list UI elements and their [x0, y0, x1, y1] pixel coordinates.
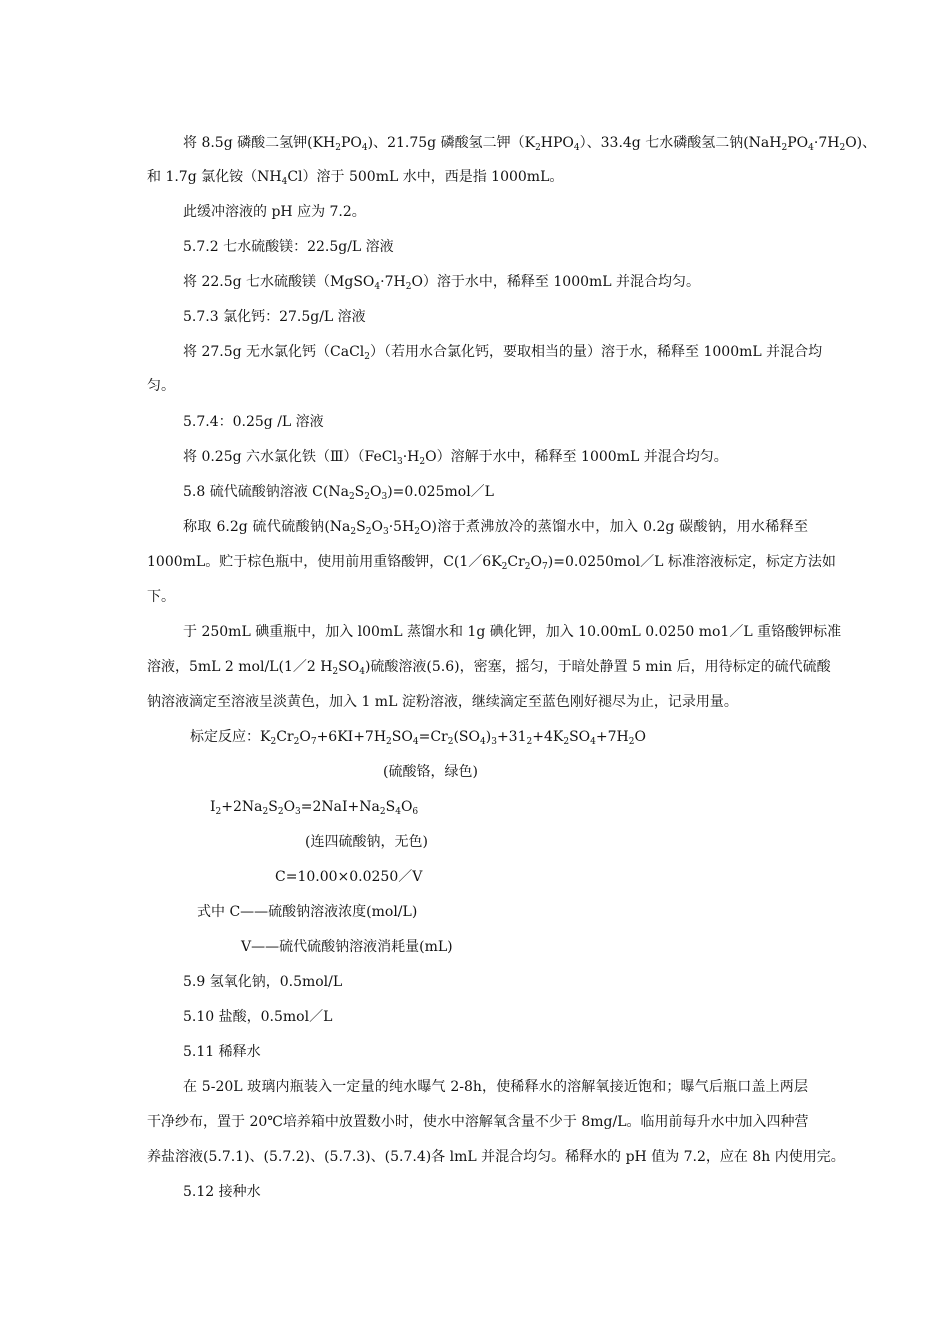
text-segment: 下。	[147, 589, 175, 605]
text-segment: SO	[569, 729, 591, 745]
text-line	[147, 168, 563, 186]
text-segment: ）、33.4g 七水磷酸氢二钠(NaH	[579, 135, 782, 151]
subscript: 2	[335, 143, 341, 153]
subscript: 2	[332, 667, 339, 677]
subscript: 2	[535, 143, 541, 153]
text-segment: ·H	[402, 449, 420, 465]
text-segment: +2Na	[221, 799, 263, 815]
text-segment: 5.8 硫代硫酸钠溶液 C(Na	[183, 484, 349, 500]
subscript: 2	[293, 737, 300, 747]
text-segment: I	[210, 799, 216, 815]
text-segment: )	[485, 729, 492, 745]
equation-note	[305, 833, 428, 851]
text-segment: 于 250mL 碘重瓶中，加入 l00mL 蒸馏水和 1g 碘化钾，加入 10.00mL 0.0250 mo1／L 重铬酸钾标准	[183, 624, 842, 640]
subscript: 3	[295, 807, 301, 817]
subscript: 2	[215, 807, 222, 817]
text-segment: O	[370, 484, 382, 500]
section-heading	[183, 1008, 332, 1026]
text-segment: O	[400, 799, 413, 815]
text-line	[183, 273, 700, 291]
text-line	[147, 377, 175, 395]
text-segment: S	[356, 519, 366, 535]
section-heading	[183, 1183, 261, 1201]
text-segment: C=10.00×0.0250／V	[275, 869, 423, 885]
text-segment: )=0.0250mol／L 标准溶液标定，标定方法如	[547, 554, 836, 570]
text-segment: ·7H	[813, 135, 840, 151]
text-line	[183, 518, 808, 536]
text-segment: 5.11 稀释水	[183, 1044, 261, 1060]
text-segment: 干净纱布，置于 20℃培养箱中放置数小时，使水中溶解氧含量不少于 8mg/L。临用前每升水中加入四种营	[147, 1114, 809, 1130]
text-segment: (连四硫酸钠，无色)	[305, 834, 428, 850]
text-segment: 5.10 盐酸，0.5mol／L	[183, 1009, 333, 1025]
text-segment: ）（若用水合氯化钙，要取相当的量）溶于水，稀释至 1000mL 并混合均	[370, 344, 823, 360]
subscript: 2	[270, 737, 277, 747]
subscript: 2	[781, 143, 788, 153]
text-segment: ·5H	[388, 519, 415, 535]
text-segment: 1000mL。贮于棕色瓶中，使用前用重铬酸钾，C(1／6K	[147, 554, 502, 570]
text-segment: 此缓冲溶液的 pH 应为 7.2。	[183, 204, 366, 220]
text-line	[183, 448, 728, 466]
text-segment: (SO	[453, 729, 480, 745]
subscript: 4	[359, 667, 365, 677]
text-segment: 标定反应：K	[190, 729, 271, 745]
text-segment: 溶液，5mL 2 mol/L(1／2 H	[147, 659, 333, 675]
text-line	[183, 203, 366, 221]
text-segment: S	[385, 799, 396, 815]
text-line	[183, 134, 877, 153]
section-heading	[183, 1043, 261, 1061]
section-heading	[183, 973, 342, 991]
text-segment: PO	[341, 135, 362, 151]
formula-legend	[241, 938, 453, 956]
text-segment: 和 1.7g 氯化铵（NH	[147, 169, 282, 185]
text-segment: )硫酸溶液(5.6)，密塞，摇匀，于暗处静置 5 min 后，用待标定的硫代硫酸	[364, 659, 831, 675]
subscript: 2	[364, 492, 370, 502]
subscript: 3	[491, 737, 497, 747]
subscript: 2	[348, 492, 355, 502]
text-segment: O)溶于煮沸放冷的蒸馏水中，加入 0.2g 碳酸钠，用水稀释至	[420, 519, 808, 535]
subscript: 2	[524, 562, 531, 572]
text-segment: +31	[496, 729, 527, 745]
subscript: 7	[542, 562, 548, 572]
subscript: 4	[361, 143, 368, 153]
text-segment: 5.9 氢氧化钠，0.5mol/L	[183, 974, 343, 990]
subscript: 2	[277, 807, 284, 817]
text-segment: 钠溶液滴定至溶液呈淡黄色，加入 1 mL 淀粉溶液，继续滴定至蓝色刚好褪尽为止，记录用量。	[147, 694, 738, 710]
text-segment: O	[299, 729, 311, 745]
text-segment: )、21.75g 磷酸氢二钾（K	[367, 135, 536, 151]
text-line	[147, 658, 831, 677]
equation-line	[210, 798, 418, 816]
text-segment: 将 8.5g 磷酸二氢钾(KH	[183, 135, 336, 151]
subscript: 4	[281, 177, 288, 187]
text-segment: Cl）溶于 500mL 水中，西是指 1000mL。	[287, 169, 564, 185]
text-segment: O	[283, 799, 296, 815]
subscript: 2	[262, 807, 269, 817]
text-segment: O）溶解于水中，稀释至 1000mL 并混合均匀。	[425, 449, 728, 465]
subscript: 4	[573, 143, 580, 153]
subscript: 6	[412, 807, 419, 817]
subscript: 2	[350, 527, 357, 537]
text-segment: O	[530, 554, 543, 570]
text-segment: 将 27.5g 无水氯化钙（CaCl	[183, 344, 365, 360]
text-line	[147, 693, 738, 711]
text-segment: 在 5-20L 玻璃内瓶装入一定量的纯水曝气 2-8h，使稀释水的溶解氧接近饱和；曝气后瓶口盖上两层	[183, 1079, 808, 1095]
subscript: 2	[447, 737, 454, 747]
text-segment: 匀。	[147, 378, 175, 394]
subscript: 2	[414, 527, 420, 537]
text-line	[147, 1113, 808, 1131]
subscript: 3	[382, 527, 389, 537]
text-segment: 式中 C——硫酸钠溶液浓度(mol/L)	[197, 904, 418, 920]
text-segment: V——硫代硫酸钠溶液消耗量(mL)	[241, 939, 453, 955]
text-line	[147, 1148, 845, 1166]
equation-note	[383, 763, 478, 781]
text-segment: 称取 6.2g 硫代硫酸钠(Na	[183, 519, 351, 535]
text-segment: =2NaI+Na	[300, 799, 380, 815]
text-segment: PO	[787, 135, 809, 151]
subscript: 4	[374, 282, 381, 292]
subscript: 2	[405, 282, 412, 292]
subscript: 2	[563, 737, 570, 747]
subscript: 2	[364, 352, 371, 362]
text-segment: SO	[338, 659, 360, 675]
text-segment: +6KI+7H	[316, 729, 387, 745]
text-line	[147, 588, 175, 606]
text-segment: 将 22.5g 七水硫酸镁（MgSO	[183, 274, 375, 290]
text-line	[183, 623, 842, 641]
text-segment: )=0.025mol／L	[387, 484, 494, 500]
subscript: 4	[590, 737, 596, 747]
section-heading	[183, 238, 394, 256]
subscript: 4	[480, 737, 486, 747]
text-segment: +4K	[532, 729, 564, 745]
subscript: 7	[310, 737, 317, 747]
text-segment: Cr	[276, 729, 294, 745]
text-line	[183, 343, 823, 362]
subscript: 2	[386, 737, 392, 747]
subscript: 2	[628, 737, 635, 747]
text-segment: O	[634, 729, 646, 745]
text-segment: 5.7.3 氯化钙：27.5g/L 溶液	[183, 309, 366, 325]
text-segment: (硫酸铬，绿色)	[383, 764, 478, 780]
section-heading	[183, 413, 324, 431]
subscript: 4	[395, 807, 401, 817]
text-segment: =Cr	[418, 729, 448, 745]
section-heading	[183, 483, 494, 501]
formula-line	[275, 868, 422, 886]
text-segment: SO	[391, 729, 413, 745]
text-segment: O	[371, 519, 383, 535]
text-segment: 5.12 接种水	[183, 1184, 261, 1200]
subscript: 2	[839, 143, 846, 153]
text-segment: ·7H	[380, 274, 406, 290]
text-segment: Cr	[507, 554, 525, 570]
subscript: 2	[365, 527, 372, 537]
subscript: 3	[381, 492, 388, 502]
formula-legend	[197, 903, 417, 921]
text-line	[147, 553, 836, 572]
text-segment: HPO	[540, 135, 574, 151]
subscript: 2	[419, 457, 426, 467]
text-segment: O)、	[845, 135, 877, 151]
subscript: 2	[526, 737, 533, 747]
text-segment: 5.7.4：0.25g /L 溶液	[183, 414, 324, 430]
subscript: 3	[396, 457, 403, 467]
text-segment: O）溶于水中，稀释至 1000mL 并混合均匀。	[411, 274, 701, 290]
text-segment: S	[268, 799, 278, 815]
equation-line	[190, 728, 646, 746]
subscript: 2	[501, 562, 508, 572]
subscript: 2	[379, 807, 386, 817]
text-segment: +7H	[595, 729, 629, 745]
text-segment: S	[354, 484, 365, 500]
text-line	[183, 1078, 808, 1096]
section-heading	[183, 308, 366, 326]
subscript: 4	[412, 737, 419, 747]
subscript: 4	[808, 143, 814, 153]
text-segment: 将 0.25g 六水氯化铁（Ⅲ）（FeCl	[183, 449, 397, 465]
text-segment: 5.7.2 七水硫酸镁：22.5g/L 溶液	[183, 239, 394, 255]
text-segment: 养盐溶液(5.7.1)、(5.7.2)、(5.7.3)、(5.7.4)各 lmL 并混合均匀。稀释水的 pH 值为 7.2，应在 8h 内使用完。	[147, 1149, 845, 1165]
